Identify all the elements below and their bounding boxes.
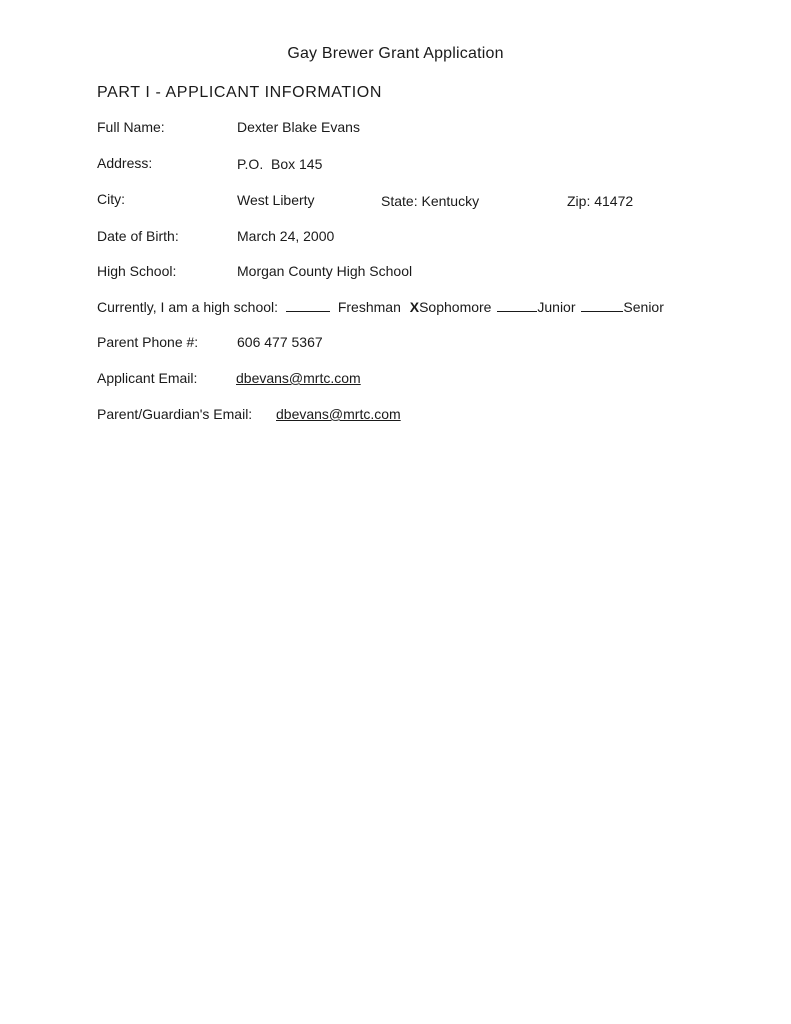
senior-option: Senior xyxy=(623,299,664,315)
state-field xyxy=(381,193,479,209)
parent-email-label: Parent/Guardian's Email: xyxy=(97,406,253,422)
freshman-blank xyxy=(286,299,330,312)
address-label: Address: xyxy=(97,155,153,171)
address-value: P.O. Box 145 xyxy=(237,156,323,172)
junior-option: Junior xyxy=(537,299,576,315)
zip-label: Zip: xyxy=(567,193,591,209)
parent-phone-label: Parent Phone #: xyxy=(97,334,199,350)
city-label: City: xyxy=(97,191,125,207)
sophomore-mark: X xyxy=(409,299,420,315)
applicant-email-label: Applicant Email: xyxy=(97,370,198,386)
full-name-value: Dexter Blake Evans xyxy=(237,119,360,135)
section-heading: PART I - APPLICANT INFORMATION xyxy=(97,84,383,101)
freshman-option: Freshman xyxy=(337,299,401,315)
grade-line xyxy=(97,299,664,315)
page-title: Gay Brewer Grant Application xyxy=(287,45,504,62)
junior-blank xyxy=(497,299,537,312)
dob-label: Date of Birth: xyxy=(97,228,179,244)
parent-email-link[interactable]: dbevans@mrtc.com xyxy=(276,406,401,422)
zip-field xyxy=(567,193,633,209)
parent-phone-value: 606 477 5367 xyxy=(237,334,323,350)
state-value: Kentucky xyxy=(421,193,480,209)
applicant-email-link[interactable]: dbevans@mrtc.com xyxy=(236,370,361,386)
state-label: State: xyxy=(381,193,418,209)
senior-blank xyxy=(581,299,623,312)
high-school-label: High School: xyxy=(97,263,177,279)
zip-value: 41472 xyxy=(594,193,634,209)
high-school-value: Morgan County High School xyxy=(237,263,413,279)
city-value: West Liberty xyxy=(237,192,315,208)
sophomore-option: Sophomore xyxy=(419,299,492,315)
grade-prompt: Currently, I am a high school: xyxy=(97,299,279,315)
full-name-label: Full Name: xyxy=(97,119,165,135)
dob-value: March 24, 2000 xyxy=(237,228,335,244)
